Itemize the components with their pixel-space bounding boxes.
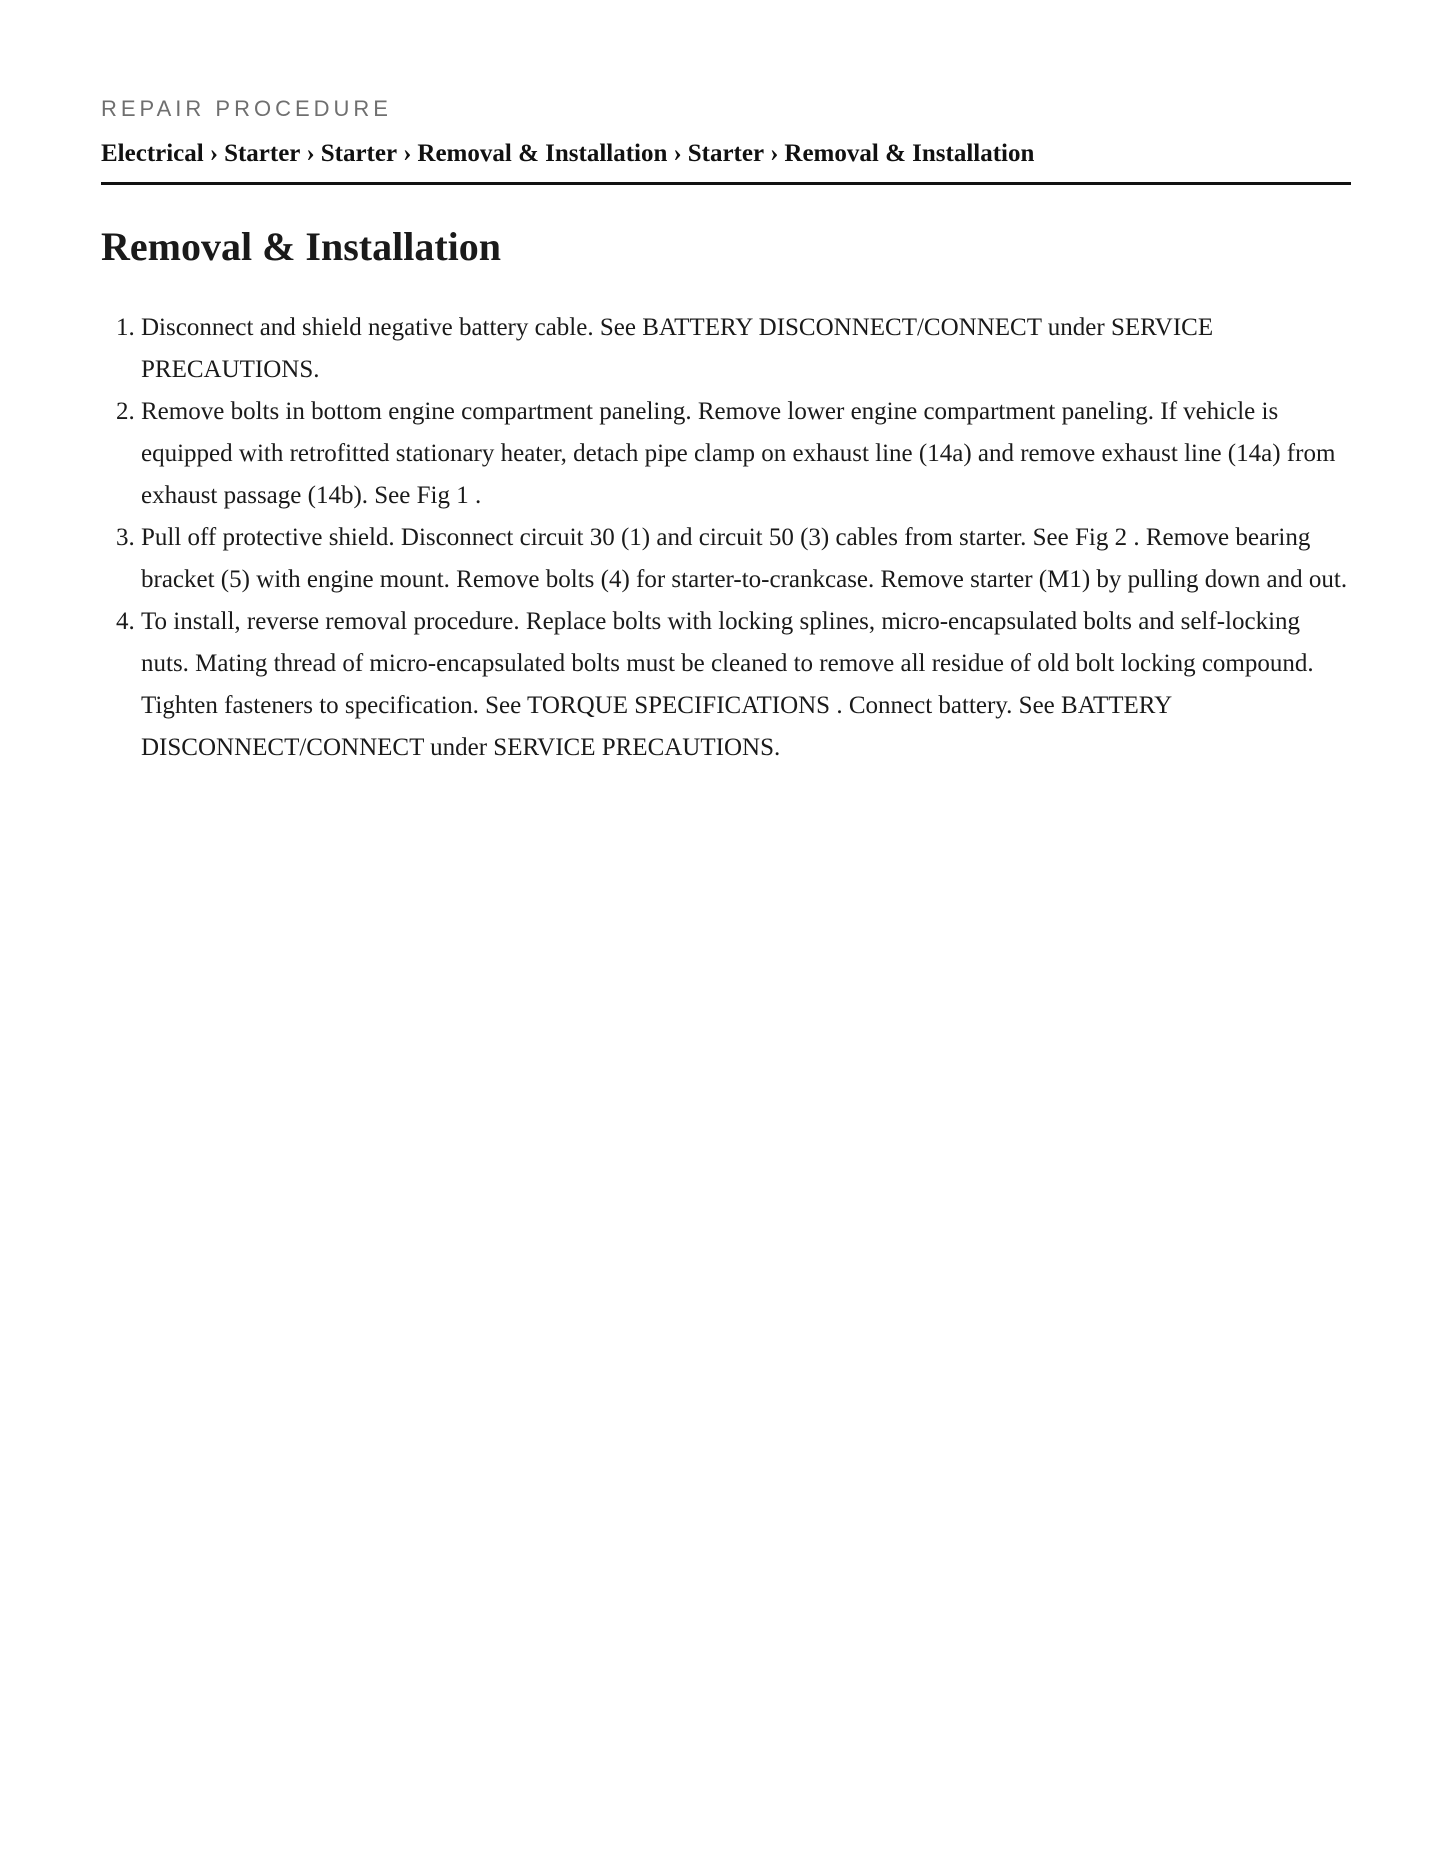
breadcrumb-item[interactable]: Electrical — [101, 140, 204, 167]
breadcrumb — [101, 138, 1351, 170]
breadcrumb-separator: › — [306, 140, 315, 167]
breadcrumb-separator: › — [770, 140, 779, 167]
breadcrumb-item[interactable]: Starter — [224, 140, 301, 167]
breadcrumb-separator: › — [209, 140, 219, 167]
breadcrumb-item[interactable]: Removal & Installation — [417, 140, 668, 167]
breadcrumb-item[interactable]: Removal & Installation — [784, 140, 1035, 167]
breadcrumb-separator: › — [403, 140, 412, 167]
procedure-step: 2. Remove bolts in bottom engine compartment paneling. Remove lower engine compartment paneling. If vehicle is equipped with retrofitted stationary heater, detach pipe clamp on exhaust line (14a) and remove exhaust line (14a) from exhaust passage (14b). See Fig 1 . — [141, 391, 1351, 517]
procedure-step: 3. Pull off protective shield. Disconnect circuit 30 (1) and circuit 50 (3) cables from starter. See Fig 2 . Remove bearing bracket (5) with engine mount. Remove bolts (4) for starter-to-crankcase. Remove starter (M1) by pulling down and out. — [141, 517, 1351, 601]
breadcrumb-separator: › — [673, 140, 682, 167]
section-kicker: REPAIR PROCEDURE — [101, 96, 392, 121]
page-title: Removal & Installation — [101, 224, 501, 269]
breadcrumb-item[interactable]: Starter — [687, 140, 765, 167]
breadcrumb-item[interactable]: Starter — [320, 140, 398, 167]
procedure-step: 1. Disconnect and shield negative battery cable. See BATTERY DISCONNECT/CONNECT under SERVICE PRECAUTIONS. — [141, 307, 1351, 391]
procedure-step: 4. To install, reverse removal procedure. Replace bolts with locking splines, micro-encapsulated bolts and self-locking nuts. Mating thread of micro-encapsulated bolts must be cleaned to remove all residue of old bolt locking compound. Tighten fasteners to specification. See TORQUE SPECIFICATIONS . Connect battery. See BATTERY DISCONNECT/CONNECT under SERVICE PRECAUTIONS. — [141, 601, 1351, 769]
document-page — [101, 96, 1351, 769]
procedure-steps — [101, 307, 1351, 769]
header-divider — [101, 182, 1351, 185]
